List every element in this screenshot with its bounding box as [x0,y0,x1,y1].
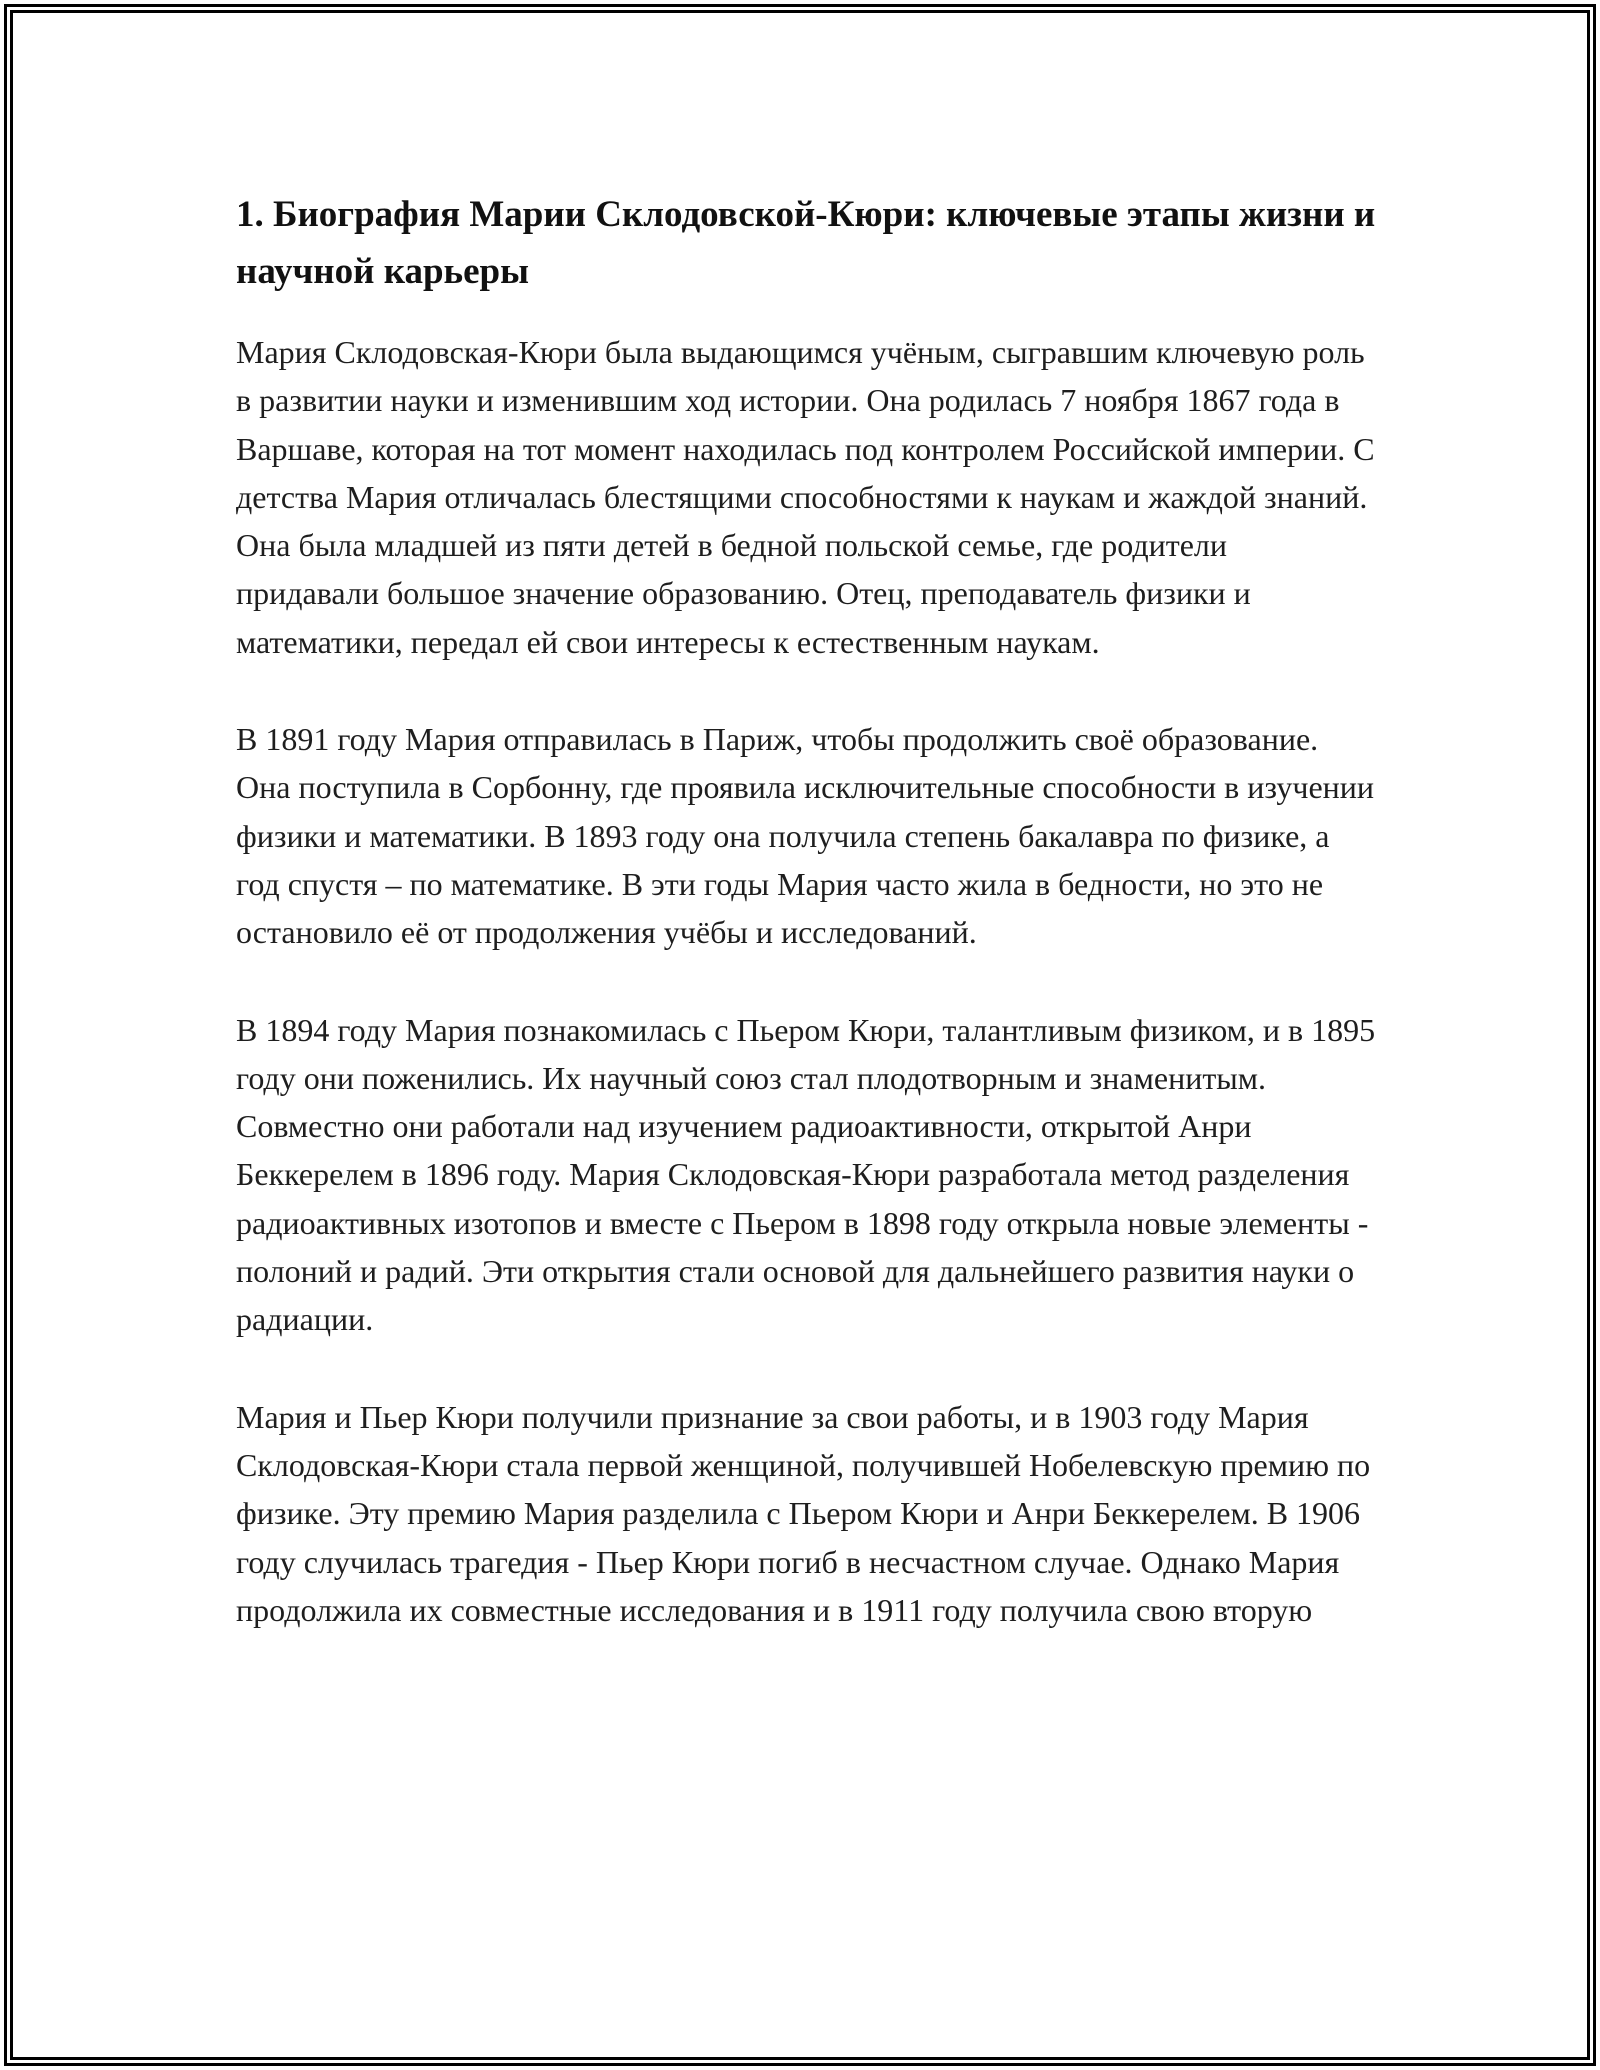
document-body [236,186,1376,1683]
section-heading: 1. Биография Марии Склодовской-Кюри: ключевые этапы жизни и научной карьеры [236,194,1376,292]
paragraph-pierre-curie: В 1894 году Мария познакомилась с Пьером Кюри, талантливым физиком, и в 1895 году они поженились. Их научный союз стал плодотворным и знаменитым. Совместно они работали над изучением радиоактивности, открытой Анри Беккерелем в 1896 году. Мария Склодовская-Кюри разработала метод разделения радиоактивных изотопов и вместе с Пьером в 1898 году открыла новые элементы - полоний и радий. Эти открытия стали основой для дальнейшего развития науки о радиации. [236,1011,1376,1338]
paragraph-nobel-prize: Мария и Пьер Кюри получили признание за свои работы, и в 1903 году Мария Склодовская-Кюри стала первой женщиной, получившей Нобелевскую премию по физике. Эту премию Мария разделила с Пьером Кюри и Анри Беккерелем. В 1906 году случилась трагедия - Пьер Кюри погиб в несчастном случае. Однако Мария продолжила их совместные исследования и в 1911 году получила свою вторую [236,1398,1371,1628]
paragraph-early-life: Мария Склодовская-Кюри была выдающимся учёным, сыгравшим ключевую роль в развитии науки и изменившим ход истории. Она родилась 7 ноября 1867 года в Варшаве, которая на тот момент находилась под контролем Российской империи. С детства Мария отличалась блестящими способностями к наукам и жаждой знаний. Она была младшей из пяти детей в бедной польской семье, где родители придавали большое значение образованию. Отец, преподаватель физики и математики, передал ей свои интересы к естественным наукам. [236,334,1375,660]
paragraph-paris-education: В 1891 году Мария отправилась в Париж, чтобы продолжить своё образование. Она поступила в Сорбонну, где проявила исключительные способности в изучении физики и математики. В 1893 году она получила степень бакалавра по физике, а год спустя – по математике. В эти годы Мария часто жила в бедности, но это не остановило её от продолжения учёбы и исследований. [236,721,1375,951]
